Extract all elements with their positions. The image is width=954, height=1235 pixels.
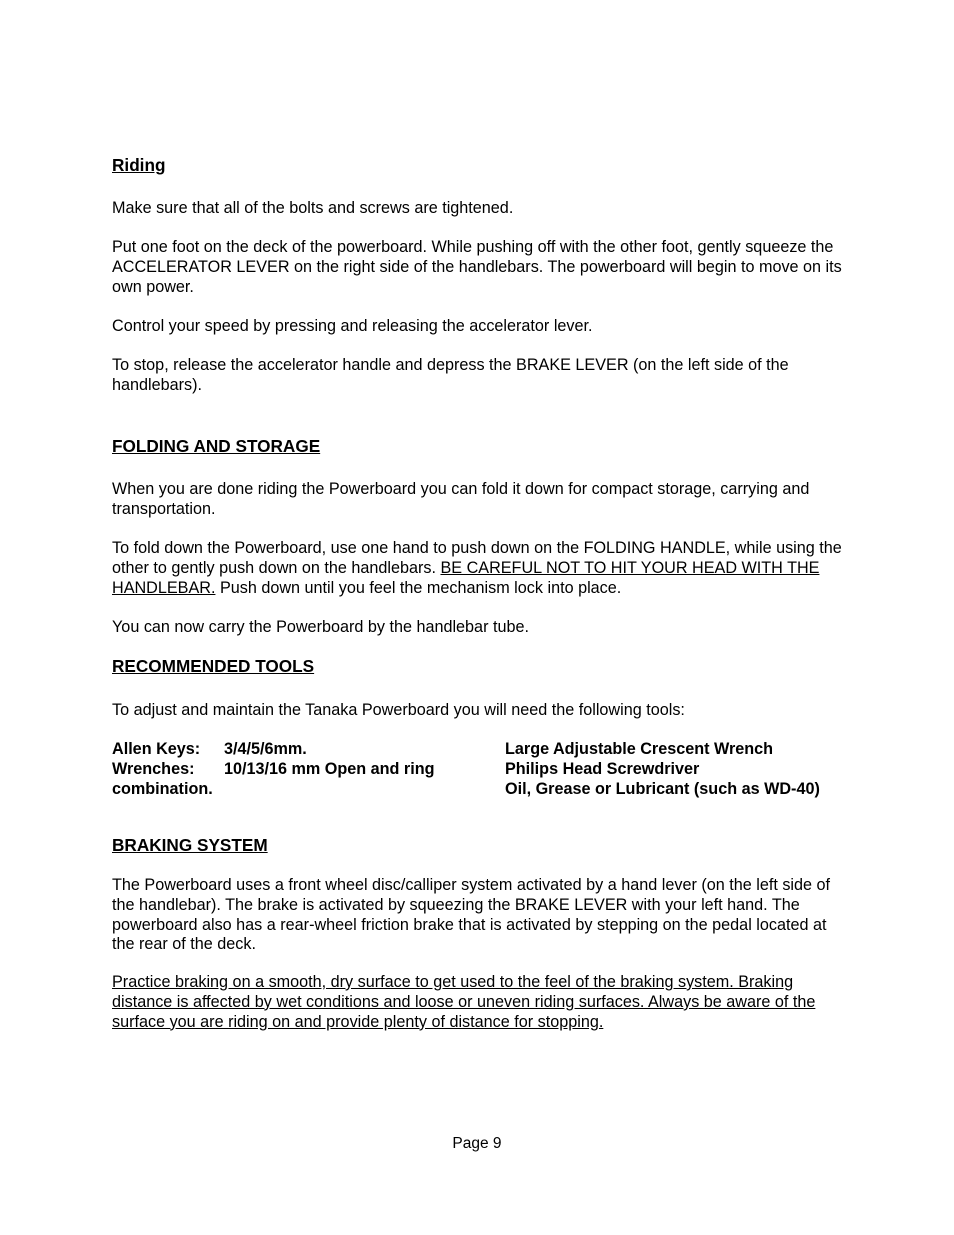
tools-intro: To adjust and maintain the Tanaka Powerboard you will need the following tools: — [112, 701, 685, 719]
riding-paragraph-4: To stop, release the accelerator handle and depress the BRAKE LEVER (on the left side of the handlebars). — [112, 356, 789, 394]
riding-heading: Riding — [112, 155, 166, 175]
folding-instructions: To fold down the Powerboard, use one hand to push down on the FOLDING HANDLE, while using the other to gently push down on the handlebars. — [112, 539, 842, 577]
tool-lubricant: Oil, Grease or Lubricant (such as WD-40) — [505, 779, 820, 798]
tool-allen-keys — [112, 740, 492, 760]
folding-instructions-end: Push down until you feel the mechanism lock into place. — [215, 578, 622, 597]
tool-screwdriver: Philips Head Screwdriver — [505, 759, 700, 778]
riding-paragraph-1: Make sure that all of the bolts and screws are tightened. — [112, 199, 514, 217]
tool-wrenches-continued — [112, 780, 492, 800]
tool-wrenches — [112, 760, 492, 780]
tools-list-right — [505, 740, 865, 799]
document-page — [112, 0, 852, 1235]
riding-paragraph-2: Put one foot on the deck of the powerboard. While pushing off with the other foot, gently squeeze the ACCELERATOR LEVER on the right side of the handlebars. The powerboard will begin to move on its own power. — [112, 238, 842, 296]
tool-value: 10/13/16 mm Open and ring — [224, 759, 435, 778]
page-number: Page 9 — [452, 1135, 502, 1152]
folding-paragraph-1: When you are done riding the Powerboard you can fold it down for compact storage, carrying and transportation. — [112, 480, 810, 518]
folding-paragraph-2 — [112, 539, 852, 598]
braking-warning: Practice braking on a smooth, dry surface to get used to the feel of the braking system. Braking distance is affected by wet conditions and loose or uneven riding surfaces. Always be aware of the surface you are riding on and provide plenty of distance for stopping. — [112, 973, 816, 1031]
folding-warning: BE CAREFUL NOT TO HIT YOUR HEAD WITH THE HANDLEBAR. — [112, 558, 820, 597]
tools-list-left — [112, 740, 492, 799]
tool-crescent-wrench: Large Adjustable Crescent Wrench — [505, 740, 774, 758]
tool-value: combination. — [112, 779, 213, 798]
tool-value: 3/4/5/6mm. — [224, 740, 307, 758]
braking-paragraph-1: The Powerboard uses a front wheel disc/calliper system activated by a hand lever (on the left side of the handlebar). The brake is activated by squeezing the BRAKE LEVER with your left hand. The powerboard also has a rear-wheel friction brake that is activated by stepping on the pedal located at the rear of the deck. — [112, 876, 831, 954]
folding-heading: FOLDING AND STORAGE — [112, 436, 321, 456]
tools-heading: RECOMMENDED TOOLS — [112, 656, 315, 676]
folding-paragraph-3: You can now carry the Powerboard by the handlebar tube. — [112, 618, 529, 636]
tool-label: Allen Keys: — [112, 740, 201, 758]
tool-label: Wrenches: — [112, 759, 195, 778]
riding-paragraph-3: Control your speed by pressing and releasing the accelerator lever. — [112, 317, 593, 335]
braking-heading: BRAKING SYSTEM — [112, 835, 268, 855]
